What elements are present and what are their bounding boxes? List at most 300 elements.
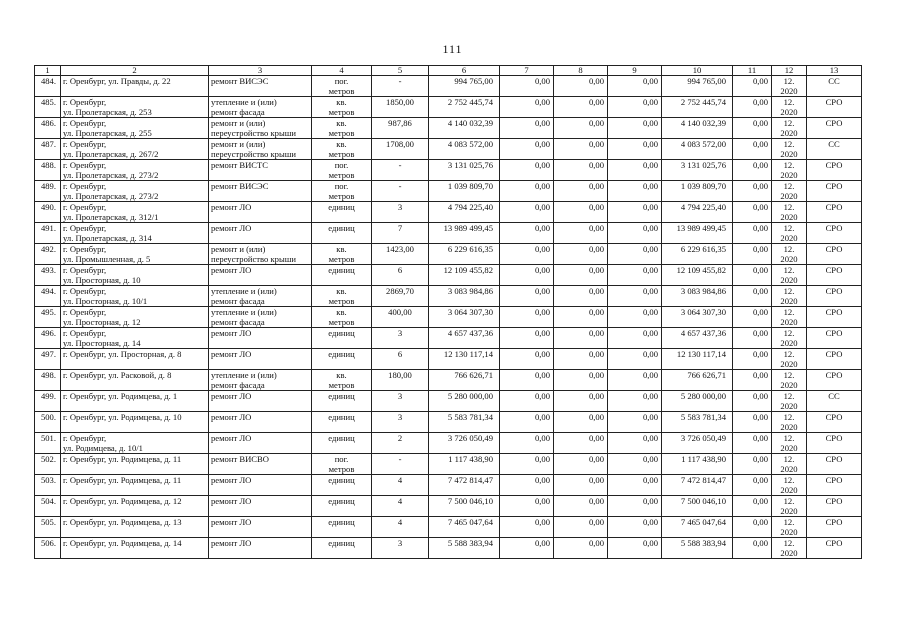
column-header-1: 1	[35, 66, 61, 76]
cell-row-number: 484.	[35, 76, 61, 97]
cell-other-cost: 0,00	[733, 76, 772, 97]
cell-line: г. Оренбург,	[63, 97, 107, 107]
cell-budget-cost: 0,00	[554, 307, 608, 328]
cell-volume: 6	[372, 265, 429, 286]
cell-fund-cost: 0,00	[500, 475, 554, 496]
column-header-6: 6	[429, 66, 500, 76]
cell-line: г. Оренбург,	[63, 307, 107, 317]
cell-total-cost: 7 472 814,47	[429, 475, 500, 496]
cell-other-cost: 0,00	[733, 370, 772, 391]
cell-total-cost: 13 989 499,45	[429, 223, 500, 244]
cell-capital-repair-fund: 5 588 383,94	[662, 538, 733, 559]
cell-line: переустройство крыши	[211, 149, 296, 159]
cell-address	[61, 286, 209, 307]
cell-unit	[312, 496, 372, 517]
cell-line: г. Оренбург, ул. Родимцева, д. 11	[63, 475, 182, 485]
cell-line: ремонт ЛО	[211, 412, 252, 422]
table-row	[35, 349, 862, 370]
cell-work-type	[209, 517, 312, 538]
cell-volume: 4	[372, 475, 429, 496]
cell-line: 2020	[780, 317, 798, 327]
cell-deadline	[772, 160, 807, 181]
table-row	[35, 139, 862, 160]
table-row	[35, 328, 862, 349]
cell-capital-repair-fund: 12 109 455,82	[662, 265, 733, 286]
column-header-10: 10	[662, 66, 733, 76]
cell-line: ремонт ВИСТС	[211, 160, 269, 170]
cell-row-number: 487.	[35, 139, 61, 160]
cell-unit	[312, 223, 372, 244]
table-body	[35, 76, 862, 559]
table-row	[35, 475, 862, 496]
cell-fund-cost: 0,00	[500, 496, 554, 517]
cell-line: метров	[328, 191, 355, 201]
cell-line: 12.	[783, 223, 795, 233]
cell-address	[61, 139, 209, 160]
cell-volume: 2869,70	[372, 286, 429, 307]
cell-line: ремонт ЛО	[211, 223, 252, 233]
table-row	[35, 412, 862, 433]
cell-method: СРО	[807, 265, 862, 286]
cell-deadline	[772, 265, 807, 286]
cell-line: 2020	[780, 296, 798, 306]
cell-address	[61, 160, 209, 181]
cell-line: г. Оренбург, ул. Просторная, д. 8	[63, 349, 182, 359]
cell-fund-cost: 0,00	[500, 454, 554, 475]
cell-line: единиц	[328, 433, 355, 443]
cell-line: г. Оренбург,	[63, 118, 107, 128]
cell-work-type	[209, 160, 312, 181]
cell-fund-cost: 0,00	[500, 433, 554, 454]
table-row	[35, 307, 862, 328]
cell-line: 2020	[780, 506, 798, 516]
cell-address	[61, 97, 209, 118]
cell-total-cost: 1 117 438,90	[429, 454, 500, 475]
cell-total-cost: 3 726 050,49	[429, 433, 500, 454]
cell-owner-cost: 0,00	[608, 160, 662, 181]
cell-owner-cost: 0,00	[608, 349, 662, 370]
cell-line: г. Оренбург,	[63, 160, 107, 170]
cell-address	[61, 391, 209, 412]
cell-line: утепление и (или)	[211, 286, 277, 296]
cell-other-cost: 0,00	[733, 475, 772, 496]
cell-other-cost: 0,00	[733, 244, 772, 265]
cell-volume: -	[372, 181, 429, 202]
cell-line: 12.	[783, 538, 795, 548]
cell-line: г. Оренбург,	[63, 244, 107, 254]
cell-deadline	[772, 454, 807, 475]
cell-line: кв.	[336, 118, 347, 128]
cell-line: 12.	[783, 496, 795, 506]
cell-work-type	[209, 223, 312, 244]
cell-deadline	[772, 391, 807, 412]
cell-address	[61, 307, 209, 328]
cell-deadline	[772, 349, 807, 370]
cell-fund-cost: 0,00	[500, 223, 554, 244]
cell-line: 12.	[783, 328, 795, 338]
cell-line: ул. Пролетарская, д. 253	[63, 107, 152, 117]
cell-address	[61, 181, 209, 202]
cell-line: метров	[328, 86, 355, 96]
cell-total-cost: 7 500 046,10	[429, 496, 500, 517]
cell-work-type	[209, 97, 312, 118]
cell-owner-cost: 0,00	[608, 118, 662, 139]
cell-work-type	[209, 433, 312, 454]
cell-line: пог.	[334, 454, 349, 464]
cell-line: г. Оренбург,	[63, 202, 107, 212]
cell-deadline	[772, 223, 807, 244]
cell-volume: 1708,00	[372, 139, 429, 160]
cell-line: 2020	[780, 149, 798, 159]
cell-line: 2020	[780, 254, 798, 264]
cell-owner-cost: 0,00	[608, 538, 662, 559]
cell-unit	[312, 349, 372, 370]
cell-unit	[312, 139, 372, 160]
cell-line: единиц	[328, 517, 355, 527]
cell-row-number: 496.	[35, 328, 61, 349]
cell-method: СРО	[807, 328, 862, 349]
cell-owner-cost: 0,00	[608, 496, 662, 517]
cell-budget-cost: 0,00	[554, 223, 608, 244]
cell-line: ремонт ЛО	[211, 328, 252, 338]
cell-method: СРО	[807, 454, 862, 475]
cell-unit	[312, 307, 372, 328]
cell-deadline	[772, 538, 807, 559]
cell-unit	[312, 475, 372, 496]
cell-fund-cost: 0,00	[500, 412, 554, 433]
table-row	[35, 223, 862, 244]
table-row	[35, 202, 862, 223]
table-row	[35, 265, 862, 286]
cell-deadline	[772, 307, 807, 328]
cell-total-cost: 12 109 455,82	[429, 265, 500, 286]
cell-fund-cost: 0,00	[500, 76, 554, 97]
cell-line: г. Оренбург,	[63, 433, 107, 443]
cell-line: 12.	[783, 412, 795, 422]
cell-total-cost: 3 083 984,86	[429, 286, 500, 307]
cell-unit	[312, 370, 372, 391]
cell-capital-repair-fund: 4 083 572,00	[662, 139, 733, 160]
cell-line: г. Оренбург,	[63, 328, 107, 338]
cell-deadline	[772, 139, 807, 160]
cell-line: ремонт ЛО	[211, 265, 252, 275]
cell-line: ремонт фасада	[211, 317, 265, 327]
cell-other-cost: 0,00	[733, 139, 772, 160]
cell-line: утепление и (или)	[211, 97, 277, 107]
cell-address	[61, 244, 209, 265]
cell-budget-cost: 0,00	[554, 139, 608, 160]
cell-deadline	[772, 517, 807, 538]
cell-work-type	[209, 412, 312, 433]
cell-line: единиц	[328, 475, 355, 485]
cell-total-cost: 3 064 307,30	[429, 307, 500, 328]
cell-line: г. Оренбург,	[63, 181, 107, 191]
cell-capital-repair-fund: 2 752 445,74	[662, 97, 733, 118]
cell-capital-repair-fund: 7 465 047,64	[662, 517, 733, 538]
cell-line: ремонт ВИСЭС	[211, 76, 269, 86]
cell-fund-cost: 0,00	[500, 328, 554, 349]
cell-row-number: 506.	[35, 538, 61, 559]
cell-line: 2020	[780, 464, 798, 474]
cell-fund-cost: 0,00	[500, 538, 554, 559]
cell-unit	[312, 160, 372, 181]
cell-owner-cost: 0,00	[608, 370, 662, 391]
cell-work-type	[209, 265, 312, 286]
cell-total-cost: 6 229 616,35	[429, 244, 500, 265]
cell-deadline	[772, 76, 807, 97]
cell-budget-cost: 0,00	[554, 517, 608, 538]
cell-volume: 3	[372, 538, 429, 559]
cell-budget-cost: 0,00	[554, 496, 608, 517]
cell-fund-cost: 0,00	[500, 307, 554, 328]
cell-fund-cost: 0,00	[500, 202, 554, 223]
cell-owner-cost: 0,00	[608, 454, 662, 475]
cell-line: ремонт фасада	[211, 107, 265, 117]
cell-unit	[312, 76, 372, 97]
cell-total-cost: 766 626,71	[429, 370, 500, 391]
cell-work-type	[209, 286, 312, 307]
cell-budget-cost: 0,00	[554, 97, 608, 118]
cell-line: 2020	[780, 359, 798, 369]
cell-capital-repair-fund: 766 626,71	[662, 370, 733, 391]
cell-unit	[312, 391, 372, 412]
table-row	[35, 160, 862, 181]
cell-budget-cost: 0,00	[554, 286, 608, 307]
cell-address	[61, 328, 209, 349]
column-header-5: 5	[372, 66, 429, 76]
cell-address	[61, 517, 209, 538]
cell-line: г. Оренбург,	[63, 286, 107, 296]
cell-line: метров	[328, 128, 355, 138]
cell-line: переустройство крыши	[211, 128, 296, 138]
cell-row-number: 502.	[35, 454, 61, 475]
cell-row-number: 489.	[35, 181, 61, 202]
table-row	[35, 391, 862, 412]
cell-line: ул. Пролетарская, д. 273/2	[63, 191, 159, 201]
cell-line: 2020	[780, 422, 798, 432]
cell-owner-cost: 0,00	[608, 412, 662, 433]
cell-line: ул. Просторная, д. 12	[63, 317, 141, 327]
cell-owner-cost: 0,00	[608, 139, 662, 160]
cell-owner-cost: 0,00	[608, 76, 662, 97]
cell-capital-repair-fund: 4 140 032,39	[662, 118, 733, 139]
cell-owner-cost: 0,00	[608, 307, 662, 328]
cell-address	[61, 475, 209, 496]
cell-line: 12.	[783, 76, 795, 86]
cell-method: СРО	[807, 181, 862, 202]
cell-unit	[312, 181, 372, 202]
cell-deadline	[772, 202, 807, 223]
cell-owner-cost: 0,00	[608, 223, 662, 244]
cell-line: г. Оренбург, ул. Родимцева, д. 11	[63, 454, 182, 464]
table-row	[35, 538, 862, 559]
cell-method: СРО	[807, 97, 862, 118]
cell-budget-cost: 0,00	[554, 244, 608, 265]
cell-line: ул. Родимцева, д. 10/1	[63, 443, 143, 453]
cell-line: г. Оренбург, ул. Родимцева, д. 1	[63, 391, 178, 401]
cell-volume: 1423,00	[372, 244, 429, 265]
cell-line: г. Оренбург,	[63, 139, 107, 149]
cell-line: 2020	[780, 233, 798, 243]
cell-volume: 3	[372, 328, 429, 349]
cell-line: ремонт ЛО	[211, 496, 252, 506]
cell-total-cost: 5 280 000,00	[429, 391, 500, 412]
cell-line: метров	[328, 464, 355, 474]
cell-line: пог.	[334, 76, 349, 86]
cell-other-cost: 0,00	[733, 391, 772, 412]
cell-deadline	[772, 328, 807, 349]
cell-capital-repair-fund: 13 989 499,45	[662, 223, 733, 244]
cell-line: метров	[328, 380, 355, 390]
cell-capital-repair-fund: 1 117 438,90	[662, 454, 733, 475]
cell-address	[61, 433, 209, 454]
cell-volume: 4	[372, 496, 429, 517]
cell-work-type	[209, 307, 312, 328]
cell-line: г. Оренбург,	[63, 265, 107, 275]
cell-line: 12.	[783, 454, 795, 464]
cell-line: ул. Пролетарская, д. 314	[63, 233, 152, 243]
column-number-row	[35, 66, 862, 76]
cell-line: 2020	[780, 380, 798, 390]
cell-capital-repair-fund: 4 794 225,40	[662, 202, 733, 223]
column-header-4: 4	[312, 66, 372, 76]
cell-line: кв.	[336, 307, 347, 317]
cell-fund-cost: 0,00	[500, 265, 554, 286]
cell-line: ремонт ЛО	[211, 475, 252, 485]
cell-owner-cost: 0,00	[608, 181, 662, 202]
cell-deadline	[772, 118, 807, 139]
cell-line: кв.	[336, 244, 347, 254]
cell-deadline	[772, 433, 807, 454]
cell-total-cost: 4 794 225,40	[429, 202, 500, 223]
cell-method: СРО	[807, 307, 862, 328]
cell-volume: 4	[372, 517, 429, 538]
cell-line: ул. Просторная, д. 10/1	[63, 296, 148, 306]
cell-fund-cost: 0,00	[500, 349, 554, 370]
cell-budget-cost: 0,00	[554, 265, 608, 286]
cell-work-type	[209, 496, 312, 517]
cell-line: 2020	[780, 527, 798, 537]
cell-work-type	[209, 118, 312, 139]
cell-other-cost: 0,00	[733, 97, 772, 118]
cell-line: 2020	[780, 212, 798, 222]
cell-other-cost: 0,00	[733, 118, 772, 139]
cell-other-cost: 0,00	[733, 307, 772, 328]
cell-line: г. Оренбург, ул. Расковой, д. 8	[63, 370, 172, 380]
cell-other-cost: 0,00	[733, 286, 772, 307]
cell-unit	[312, 265, 372, 286]
table-row	[35, 433, 862, 454]
cell-owner-cost: 0,00	[608, 475, 662, 496]
cell-method: СРО	[807, 433, 862, 454]
cell-line: 12.	[783, 139, 795, 149]
cell-volume: 987,86	[372, 118, 429, 139]
cell-row-number: 493.	[35, 265, 61, 286]
cell-fund-cost: 0,00	[500, 97, 554, 118]
cell-method: СРО	[807, 475, 862, 496]
cell-capital-repair-fund: 5 280 000,00	[662, 391, 733, 412]
cell-line: ремонт ЛО	[211, 517, 252, 527]
cell-volume: -	[372, 76, 429, 97]
cell-method: СРО	[807, 118, 862, 139]
cell-method: СРО	[807, 412, 862, 433]
cell-method: СРО	[807, 370, 862, 391]
cell-budget-cost: 0,00	[554, 181, 608, 202]
cell-total-cost: 5 583 781,34	[429, 412, 500, 433]
cell-line: г. Оренбург, ул. Родимцева, д. 14	[63, 538, 182, 548]
cell-line: 12.	[783, 370, 795, 380]
cell-line: ул. Просторная, д. 10	[63, 275, 141, 285]
cell-line: единиц	[328, 202, 355, 212]
cell-other-cost: 0,00	[733, 328, 772, 349]
table-row	[35, 517, 862, 538]
cell-method: СРО	[807, 349, 862, 370]
repair-program-table	[34, 65, 862, 559]
cell-unit	[312, 202, 372, 223]
cell-other-cost: 0,00	[733, 412, 772, 433]
cell-other-cost: 0,00	[733, 223, 772, 244]
cell-line: г. Оренбург, ул. Родимцева, д. 10	[63, 412, 182, 422]
cell-line: 12.	[783, 349, 795, 359]
cell-line: 12.	[783, 265, 795, 275]
cell-fund-cost: 0,00	[500, 244, 554, 265]
cell-owner-cost: 0,00	[608, 391, 662, 412]
cell-line: единиц	[328, 391, 355, 401]
cell-unit	[312, 244, 372, 265]
cell-line: единиц	[328, 496, 355, 506]
cell-total-cost: 4 657 437,36	[429, 328, 500, 349]
cell-line: метров	[328, 317, 355, 327]
cell-volume: 3	[372, 412, 429, 433]
cell-row-number: 500.	[35, 412, 61, 433]
cell-budget-cost: 0,00	[554, 76, 608, 97]
cell-line: единиц	[328, 265, 355, 275]
cell-line: ремонт фасада	[211, 296, 265, 306]
cell-deadline	[772, 286, 807, 307]
cell-fund-cost: 0,00	[500, 160, 554, 181]
cell-work-type	[209, 538, 312, 559]
cell-address	[61, 223, 209, 244]
cell-owner-cost: 0,00	[608, 202, 662, 223]
cell-line: 2020	[780, 170, 798, 180]
column-header-7: 7	[500, 66, 554, 76]
cell-capital-repair-fund: 1 039 809,70	[662, 181, 733, 202]
cell-row-number: 494.	[35, 286, 61, 307]
cell-line: метров	[328, 254, 355, 264]
cell-volume: 7	[372, 223, 429, 244]
cell-total-cost: 3 131 025,76	[429, 160, 500, 181]
cell-deadline	[772, 496, 807, 517]
cell-fund-cost: 0,00	[500, 517, 554, 538]
cell-other-cost: 0,00	[733, 496, 772, 517]
cell-budget-cost: 0,00	[554, 118, 608, 139]
cell-other-cost: 0,00	[733, 517, 772, 538]
cell-unit	[312, 97, 372, 118]
cell-line: ремонт ВИСЭС	[211, 181, 269, 191]
cell-budget-cost: 0,00	[554, 160, 608, 181]
cell-line: метров	[328, 170, 355, 180]
table-row	[35, 181, 862, 202]
cell-budget-cost: 0,00	[554, 433, 608, 454]
cell-work-type	[209, 244, 312, 265]
cell-line: ремонт ЛО	[211, 391, 252, 401]
cell-method: СРО	[807, 496, 862, 517]
cell-line: ремонт ВИСВО	[211, 454, 269, 464]
cell-total-cost: 4 083 572,00	[429, 139, 500, 160]
cell-line: ремонт ЛО	[211, 202, 252, 212]
cell-work-type	[209, 370, 312, 391]
cell-line: пог.	[334, 160, 349, 170]
